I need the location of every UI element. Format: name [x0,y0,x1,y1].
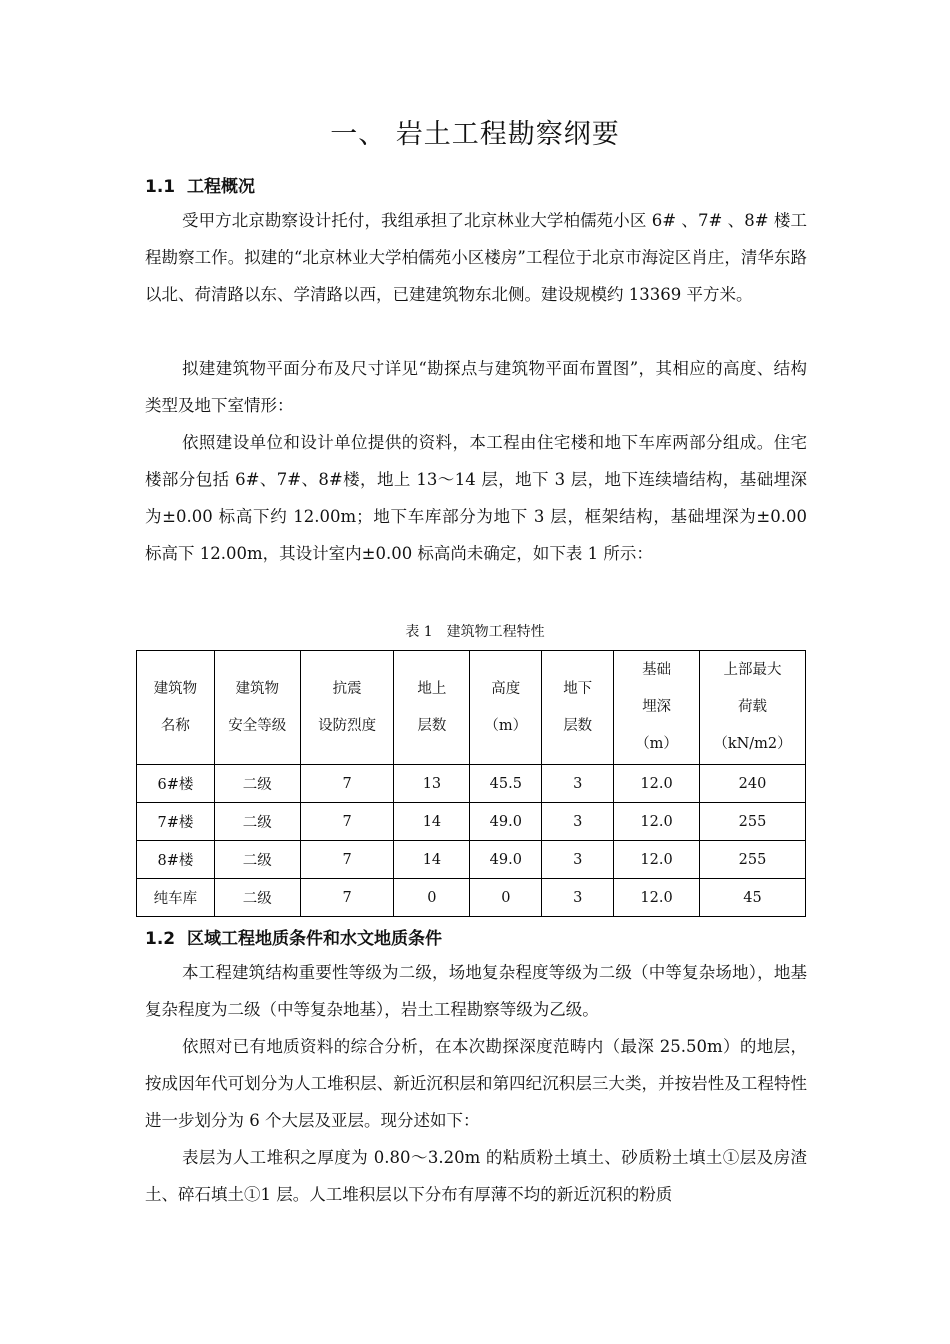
table-row [137,841,806,879]
table-cell: 二级 [214,879,300,917]
header-cell: 地上 层数 [394,651,470,765]
paragraph: 依照建设单位和设计单位提供的资料，本工程由住宅楼和地下车库两部分组成。住宅楼部分包括 6#、7#、8#楼，地上 13～14 层，地下 3 层，地下连续墙结构，基础埋深为±0.00 标高下约 12.00m；地下车库部分为地下 3 层，框架结构，基础埋深为±0.00 标高下 12.00m，其设计室内±0.00 标高尚未确定，如下表 1 所示： [145,433,807,563]
table-cell: 3 [542,803,614,841]
paragraph: 受甲方北京勘察设计托付，我组承担了北京林业大学柏儒苑小区 6# 、7# 、8# 楼工程勘察工作。拟建的“北京林业大学柏儒苑小区楼房”工程位于北京市海淀区肖庄，清华东路以北、荷清路以东、学清路以西，已建建筑物东北侧。建设规模约 13369 平方米。 [145,211,807,304]
table-cell: 3 [542,879,614,917]
table-cell: 7 [300,803,394,841]
table-cell: 二级 [214,841,300,879]
paragraph: 拟建建筑物平面分布及尺寸详见“勘探点与建筑物平面布置图”，其相应的高度、结构类型及地下室情形： [145,359,807,415]
table-cell: 12.0 [614,803,700,841]
table-row [137,765,806,803]
table-cell: 12.0 [614,879,700,917]
table-cell: 7 [300,765,394,803]
table-cell: 7#楼 [137,803,215,841]
table-cell: 8#楼 [137,841,215,879]
table-row [137,879,806,917]
paragraph: 本工程建筑结构重要性等级为二级，场地复杂程度等级为二级（中等复杂场地），地基复杂程度为二级（中等复杂地基），岩土工程勘察等级为乙级。 [145,963,807,1019]
table-cell: 12.0 [614,841,700,879]
header-cell: 建筑物 名称 [137,651,215,765]
section-title: 工程概况 [187,177,255,197]
table-row [137,803,806,841]
table-cell: 7 [300,841,394,879]
section-heading-1-2 [145,924,442,949]
header-cell: 基础 埋深 （m） [614,651,700,765]
paragraph: 依照对已有地质资料的综合分析，在本次勘探深度范畴内（最深 25.50m）的地层，按成因年代可划分为人工堆积层、新近沉积层和第四纪沉积层三大类，并按岩性及工程特性进一步划分为 6 个大层及亚层。现分述如下： [145,1037,807,1130]
table-cell: 6#楼 [137,765,215,803]
page-title: 一、 岩土工程勘察纲要 [330,119,620,150]
table-cell: 12.0 [614,765,700,803]
table-cell: 3 [542,765,614,803]
paragraph: 表层为人工堆积之厚度为 0.80～3.20m 的粘质粉土填土、砂质粉土填土①层及房渣土、碎石填土①1 层。人工堆积层以下分布有厚薄不均的新近沉积的粉质 [145,1148,807,1204]
section-number: 1.2 [145,929,176,949]
table-cell: 二级 [214,803,300,841]
table-cell: 3 [542,841,614,879]
table-cell: 0 [470,879,542,917]
section-title: 区域工程地质条件和水文地质条件 [187,929,442,949]
header-cell: 高度 （m） [470,651,542,765]
table-cell: 49.0 [470,841,542,879]
table-cell: 49.0 [470,803,542,841]
building-properties-table [136,650,806,917]
table-header-row [137,651,806,765]
header-cell: 上部最大 荷载 （kN/m2） [700,651,806,765]
table-cell: 45 [700,879,806,917]
header-cell: 抗震 设防烈度 [300,651,394,765]
table-cell: 纯车库 [137,879,215,917]
header-cell: 地下 层数 [542,651,614,765]
table-cell: 255 [700,841,806,879]
section-number: 1.1 [145,177,176,197]
table-cell: 13 [394,765,470,803]
table-cell: 240 [700,765,806,803]
table-cell: 45.5 [470,765,542,803]
table-cell: 二级 [214,765,300,803]
table-cell: 14 [394,841,470,879]
table-cell: 0 [394,879,470,917]
table-caption: 表 1 建筑物工程特性 [405,624,545,640]
table-cell: 14 [394,803,470,841]
section-heading-1-1 [145,172,255,197]
table-cell: 7 [300,879,394,917]
header-cell: 建筑物 安全等级 [214,651,300,765]
table-cell: 255 [700,803,806,841]
